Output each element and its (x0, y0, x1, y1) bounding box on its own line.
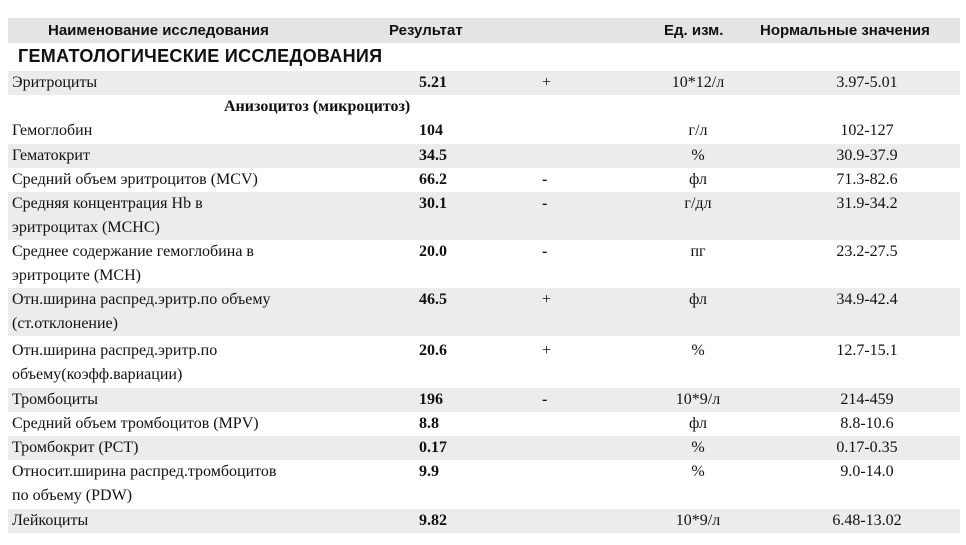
row-name: Тромбоциты (12, 391, 98, 408)
row-name: Лейкоциты (12, 512, 89, 529)
row-flag: + (542, 74, 552, 91)
row-norm: 23.2-27.5 (836, 243, 898, 260)
table-row (8, 412, 960, 436)
header-name: Наименование исследования (48, 22, 269, 39)
row-norm: 34.9-42.4 (836, 291, 898, 308)
row-norm: 3.97-5.01 (836, 74, 898, 91)
section-title: ГЕМАТОЛОГИЧЕСКИЕ ИССЛЕДОВАНИЯ (18, 46, 383, 66)
row-result: 34.5 (419, 147, 447, 164)
row-result: 46.5 (419, 291, 447, 308)
row-name: Эритроциты (12, 74, 98, 91)
row-norm: 31.9-34.2 (836, 195, 898, 212)
row-result: 104 (419, 122, 443, 139)
table-row (8, 119, 960, 143)
row-name: Гемоглобин (12, 122, 93, 139)
row-unit: % (691, 147, 705, 164)
table-row (8, 71, 960, 95)
table-row (8, 436, 960, 460)
row-unit: % (691, 439, 705, 456)
row-unit: % (691, 463, 705, 480)
row-unit: 10*12/л (671, 74, 725, 91)
row-name: Средний объем эритроцитов (MCV) (12, 171, 258, 188)
table-row (8, 144, 960, 168)
row-norm: 71.3-82.6 (836, 171, 898, 188)
table-row (8, 460, 960, 508)
row-result: 20.6 (419, 342, 447, 359)
row-unit: фл (689, 171, 707, 188)
row-norm: 102-127 (840, 122, 894, 139)
row-unit: г/л (688, 122, 708, 139)
table-row (8, 339, 960, 387)
row-name: Среднее содержание гемоглобина в (12, 243, 254, 260)
row-unit: фл (689, 415, 707, 432)
row-norm: 0.17-0.35 (836, 439, 898, 456)
table-row (8, 288, 960, 336)
header-result: Результат (389, 22, 463, 39)
row-unit: фл (689, 291, 707, 308)
row-flag: + (542, 342, 552, 359)
row-unit: г/дл (684, 195, 712, 212)
row-result: 66.2 (419, 171, 447, 188)
table-header (8, 18, 960, 43)
row-flag: - (542, 243, 548, 260)
row-name: Отн.ширина распред.эритр.по объему (12, 291, 271, 308)
row-result: 196 (419, 391, 443, 408)
row-name-line2: объему(коэфф.вариации) (12, 366, 183, 383)
table-row (8, 388, 960, 412)
header-unit: Ед. изм. (664, 22, 724, 39)
row-unit: 10*9/л (675, 391, 721, 408)
row-norm: 214-459 (840, 391, 894, 408)
row-name: Гематокрит (12, 147, 90, 164)
row-result: 0.17 (419, 439, 447, 456)
row-name-line2: эритроцитах (MCHC) (12, 219, 160, 236)
row-name: Средняя концентрация Hb в (12, 195, 203, 212)
row-flag: - (542, 171, 548, 188)
row-norm: 8.8-10.6 (840, 415, 894, 432)
row-name: Отн.ширина распред.эритр.по (12, 342, 218, 359)
row-name: Относит.ширина распред.тромбоцитов (12, 463, 277, 480)
row-result: 20.0 (419, 243, 447, 260)
row-flag: - (542, 195, 548, 212)
row-norm: 30.9-37.9 (836, 147, 898, 164)
row-result: 5.21 (419, 74, 447, 91)
table-row (8, 240, 960, 288)
row-norm: 12.7-15.1 (836, 342, 898, 359)
row-name-line2: по объему (PDW) (12, 487, 133, 504)
row-result: 9.82 (419, 512, 447, 529)
header-norm: Нормальные значения (760, 22, 930, 39)
row-norm: 6.48-13.02 (832, 512, 902, 529)
diagnosis-note: Анизоцитоз (микроцитоз) (224, 98, 411, 115)
row-name: Тромбокрит (PCT) (12, 439, 139, 456)
row-name: Средний объем тромбоцитов (MPV) (12, 415, 259, 432)
row-unit: пг (690, 243, 706, 260)
table-row (8, 192, 960, 240)
row-flag: + (542, 291, 552, 308)
row-norm: 9.0-14.0 (840, 463, 894, 480)
row-unit: 10*9/л (675, 512, 721, 529)
table-row (8, 509, 960, 533)
row-unit: % (691, 342, 705, 359)
row-result: 9.9 (419, 463, 439, 480)
row-name-line2: эритроците (MCH) (12, 267, 141, 284)
row-flag: - (542, 391, 548, 408)
table-row (8, 168, 960, 192)
row-result: 30.1 (419, 195, 447, 212)
row-name-line2: (ст.отклонение) (12, 315, 118, 332)
row-result: 8.8 (419, 415, 439, 432)
